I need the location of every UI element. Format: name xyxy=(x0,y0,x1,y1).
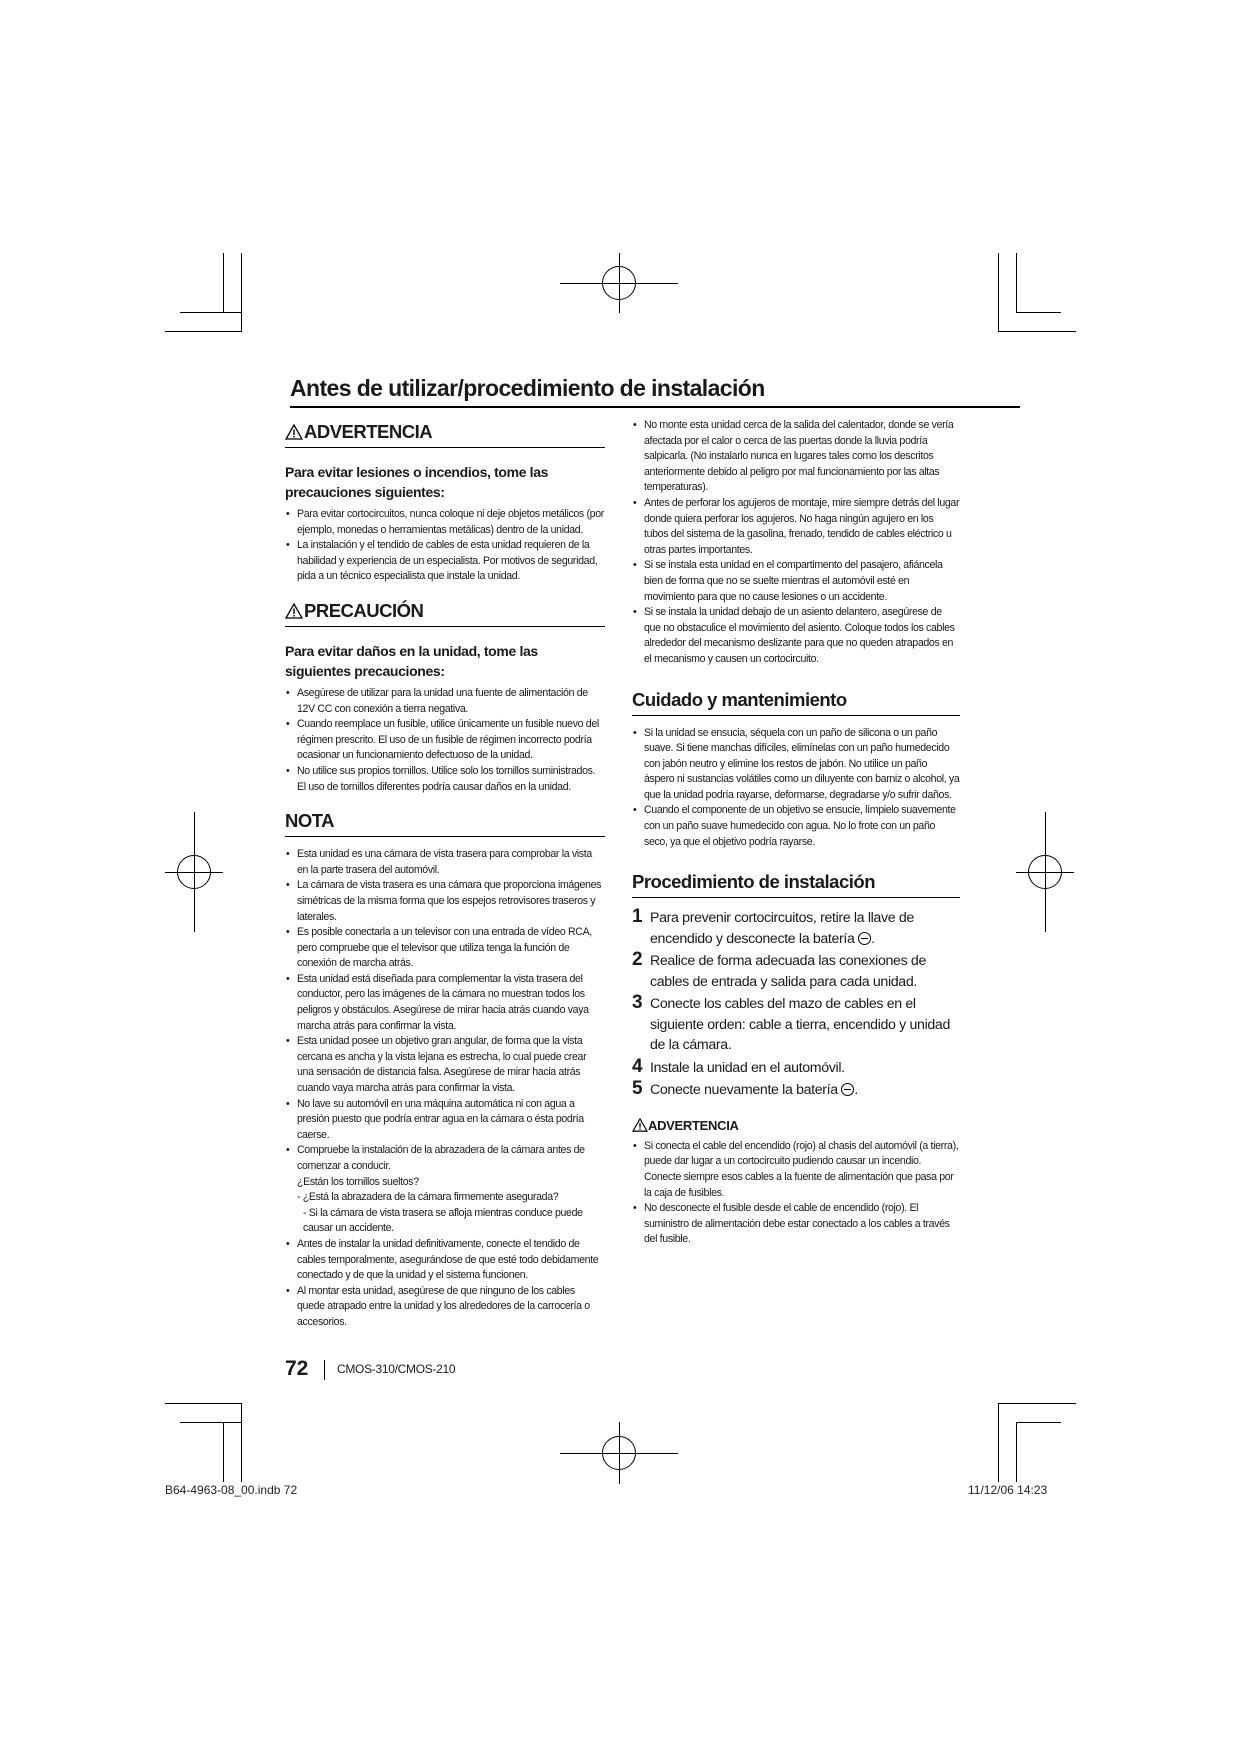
list-item: • Cuando el componente de un objetivo se ensucie, límpielo suavemente con un paño suave humedecido con agua. No lo frote con un paño seco, ya que el objetivo podría rayarse. xyxy=(632,803,960,850)
page-title: Antes de utilizar/procedimiento de instalación xyxy=(290,374,1020,408)
precaucion-heading: PRECAUCIÓN xyxy=(285,599,605,627)
list-item-check: • Compruebe la instalación de la abrazadera de la cámara antes de comenzar a conducir. ¿Están los tornillos sueltos? - ¿Está la abrazadera de la cámara firmemente asegurada? - Si la cámara de vista trasera se afloja mientras conduce puede causar un accidente. xyxy=(285,1143,605,1237)
list-item: • Si la unidad se ensucia, séquela con un paño de silicona o un paño suave. Si tiene manchas difíciles, elimínelas con un paño humedecido con jabón neutro y elimine los restos de jabón. No utilice un paño áspero ni sustancias volátiles como un diluyente con barniz o alcohol, ya que la unidad podría rayarse, deformarse, degradarse y/o sufrir daños. xyxy=(632,726,960,804)
slug-filename: B64-4963-08_00.indb 72 xyxy=(165,1483,298,1497)
list-item: • Para evitar cortocircuitos, nunca coloque ni deje objetos metálicos (por ejemplo, monedas o herramientas metálicas) dentro de la unidad. xyxy=(285,507,605,538)
cuidado-heading: Cuidado y mantenimiento xyxy=(632,688,960,716)
page-number: 72 xyxy=(285,1357,309,1380)
list-item: • Si se instala esta unidad en el compartimento del pasajero, afiáncela bien de forma que no se suelte mientras el automóvil esté en movimiento para que no cause lesiones o un accidente. xyxy=(632,558,960,605)
list-item: • La cámara de vista trasera es una cámara que proporciona imágenes simétricas de la misma forma que los espejos retrovisores traseros y laterales. xyxy=(285,878,605,925)
cuidado-list xyxy=(632,726,960,851)
procedimiento-heading: Procedimiento de instalación xyxy=(632,870,960,898)
model-name: CMOS-310/CMOS-210 xyxy=(337,1362,456,1376)
warning-icon xyxy=(632,1118,648,1132)
list-item: • Antes de perforar los agujeros de montaje, mire siempre detrás del lugar donde quiera perforar los agujeros. No haga ningún agujero en los tubos del sistema de la gasolina, frenado, tendido de cables eléctrico u otras partes importantes. xyxy=(632,496,960,558)
battery-negative-icon xyxy=(841,1083,854,1096)
list-item: • Esta unidad es una cámara de vista trasera para comprobar la vista en la parte trasera del automóvil. xyxy=(285,847,605,878)
list-item: • Antes de instalar la unidad definitivamente, conecte el tendido de cables temporalmente, asegurándose de que esté todo debidamente conectado y de que la unidad y el sistema funcionen. xyxy=(285,1237,605,1284)
advertencia2-heading: ADVERTENCIA xyxy=(632,1117,960,1135)
step-item: 4 Instale la unidad en el automóvil. xyxy=(632,1055,845,1077)
battery-negative-icon xyxy=(858,932,871,945)
list-item: • No desconecte el fusible desde el cable de encendido (rojo). El suministro de alimentación debe estar conectado a los cables a través del fusible. xyxy=(632,1201,960,1248)
advertencia-subheading: Para evitar lesiones o incendios, tome las precauciones siguientes: xyxy=(285,464,549,500)
nota-heading: NOTA xyxy=(285,809,605,837)
list-item: • Asegúrese de utilizar para la unidad una fuente de alimentación de 12V CC con conexión a tierra negativa. xyxy=(285,686,605,717)
list-item: • Esta unidad posee un objetivo gran angular, de forma que la vista cercana es ancha y la vista lejana es estrecha, lo cual puede crear una sensación de distancia falsa. Asegúrese de mirar hacia atrás cuando vaya marcha atrás para confirmar la vista. xyxy=(285,1034,605,1096)
list-item: • La instalación y el tendido de cables de esta unidad requieren de la habilidad y experiencia de un especialista. Por motivos de seguridad, pida a un técnico especialista que instale la unidad. xyxy=(285,538,605,585)
right-column xyxy=(632,418,960,1248)
advertencia-heading: ADVERTENCIA xyxy=(285,420,605,448)
list-item: • Si se instala la unidad debajo de un asiento delantero, asegúrese de que no obstaculice el movimiento del asiento. Coloque todos los cables alrededor del mecanismo deslizante para que no queden atrapados en el mecanismo y causen un cortocircuito. xyxy=(632,605,960,667)
step-item: 1 Para prevenir cortocircuitos, retire la llave de encendido y desconecte la batería . xyxy=(632,906,914,947)
step-item: 3 Conecte los cables del mazo de cables en el siguiente orden: cable a tierra, encendido y unidad de la cámara. xyxy=(632,992,951,1054)
list-item: • Es posible conectarla a un televisor con una entrada de vídeo RCA, pero compruebe que el televisor que utiliza tenga la función de conexión de marcha atrás. xyxy=(285,925,605,972)
advertencia2-list xyxy=(632,1139,960,1248)
list-item: • Cuando reemplace un fusible, utilice únicamente un fusible nuevo del régimen prescrito. El uso de un fusible de régimen incorrecto podría ocasionar un funcionamiento defectuoso de la unidad. xyxy=(285,717,605,764)
list-item: • No lave su automóvil en una máquina automática ni con agua a presión puesto que podría entrar agua en la cámara o ésta podría caerse. xyxy=(285,1097,605,1144)
advertencia-list xyxy=(285,507,605,585)
precaucion-subheading: Para evitar daños en la unidad, tome las siguientes precauciones: xyxy=(285,642,538,679)
list-item: • Si conecta el cable del encendido (rojo) al chasis del automóvil (a tierra), puede dar lugar a un cortocircuito pudiendo causar un incendio. Conecte siempre esos cables a la fuente de alimentación que pasa por la caja de fusibles. xyxy=(632,1139,960,1201)
precaucion-list xyxy=(285,686,605,795)
list-item: • No monte esta unidad cerca de la salida del calentador, donde se vería afectada por el calor o cerca de las puertas donde la lluvia podría salpicarla. (No instalarlo nunca en lugares tales como los descritos anteriormente debido al peligro por mal funcionamiento por las altas temperaturas). xyxy=(632,418,960,496)
nota-list xyxy=(285,847,605,1330)
caution-icon xyxy=(285,603,303,619)
footer-divider xyxy=(324,1360,325,1380)
left-column xyxy=(285,420,605,1331)
steps-list xyxy=(632,908,960,1101)
slug-timestamp: 11/12/06 14:23 xyxy=(968,1483,1048,1497)
step-item: 2 Realice de forma adecuada las conexiones de cables de entrada y salida para cada unidad. xyxy=(632,949,926,990)
step-item: 5 Conecte nuevamente la batería . xyxy=(632,1078,859,1100)
list-item: • No utilice sus propios tornillos. Utilice solo los tornillos suministrados. El uso de tornillos diferentes podría causar daños en la unidad. xyxy=(285,764,605,795)
list-item: • Esta unidad está diseñada para complementar la vista trasera del conductor, pero las imágenes de la cámara no muestran todos los peligros y obstáculos. Asegúrese de mirar hacia atrás cuando vaya marcha atrás para confirmar la vista. xyxy=(285,972,605,1034)
warning-icon xyxy=(285,424,303,440)
list-item: • Al montar esta unidad, asegúrese de que ninguno de los cables quede atrapado entre la unidad y los alrededores de la carrocería o accesorios. xyxy=(285,1284,605,1331)
installation-warnings-list xyxy=(632,418,960,668)
